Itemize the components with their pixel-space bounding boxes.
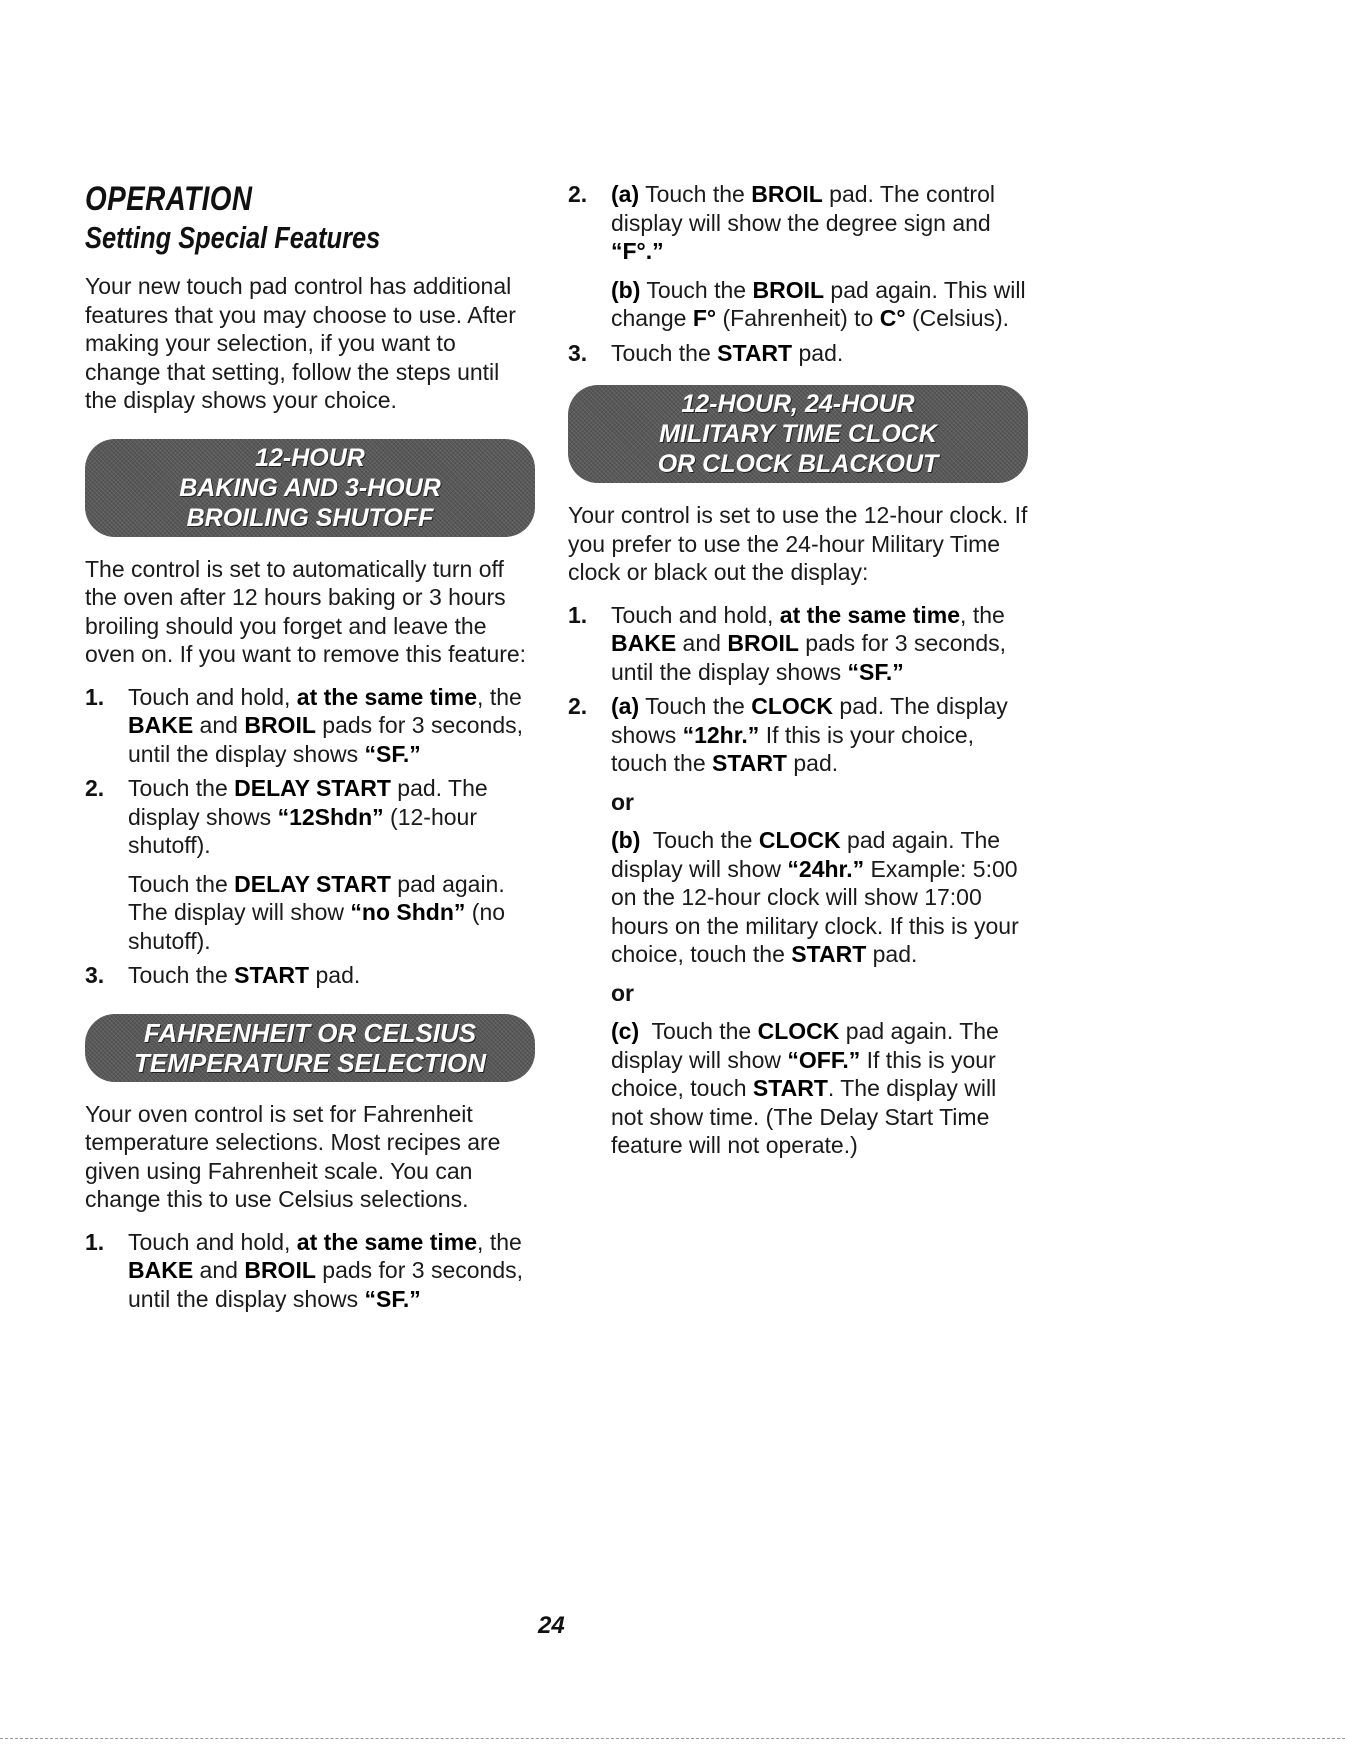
banner-line: OR CLOCK BLACKOUT (657, 450, 939, 478)
list-item (85, 961, 535, 990)
step-text: Touch and hold, at the same time, the BAKE and BROIL pads for 3 seconds, until the display shows “SF.” (128, 1228, 524, 1312)
page-number: 24 (538, 1612, 565, 1639)
temp-intro: Your oven control is set for Fahrenheit temperature selections. Most recipes are given using Fahrenheit scale. You can change this to use Celsius selections. (85, 1100, 501, 1212)
list-item (568, 180, 1028, 333)
bottom-divider (0, 1738, 1345, 1739)
step-number: 3. (568, 339, 588, 366)
step-text-b: (b) Touch the CLOCK pad again. The display will show “24hr.” Example: 5:00 on the 12-hour clock will show 17:00 hours on the military clock. If this is your choice, touch the START pad. (611, 827, 1019, 967)
step-text-extra: Touch the DELAY START pad again. The display will show “no Shdn” (no shutoff). (128, 870, 506, 954)
step-number: 2. (568, 693, 588, 719)
list-item (568, 692, 1028, 1160)
list-item (85, 774, 535, 955)
clock-steps (568, 601, 1028, 1160)
list-item (85, 1228, 535, 1314)
section-title: OPERATION (85, 180, 253, 218)
step-text: Touch the DELAY START pad. The display shows “12Shdn” (12-hour shutoff). (128, 775, 488, 858)
banner-line: MILITARY TIME CLOCK (659, 420, 937, 448)
step-text: (a) Touch the BROIL pad. The control display will show the degree sign and “F°.” (611, 181, 995, 264)
banner-line: 12-HOUR, 24-HOUR (681, 390, 915, 418)
banner-line: BROILING SHUTOFF (186, 503, 434, 532)
clock-intro: Your control is set to use the 12-hour clock. If you prefer to use the 24-hour Military Time clock or black out the display: (568, 502, 1028, 585)
banner-line: TEMPERATURE SELECTION (134, 1047, 486, 1078)
step-text: Touch the START pad. (128, 962, 361, 988)
step-text: Touch and hold, at the same time, the BAKE and BROIL pads for 3 seconds, until the display shows “SF.” (611, 601, 1007, 685)
banner-line: 12-HOUR (255, 443, 365, 472)
step-text-extra: (b) Touch the BROIL pad again. This will change F° (Fahrenheit) to C° (Celsius). (611, 276, 1026, 331)
or-label: or (611, 788, 634, 815)
banner-temperature (85, 1014, 535, 1082)
step-number: 1. (568, 601, 588, 628)
intro-paragraph: Your new touch pad control has additional features that you may choose to use. After making your selection, if you want to change that setting, follow the steps until the display shows your choice. (85, 273, 516, 413)
step-text: Touch the START pad. (611, 339, 844, 366)
shutoff-steps (85, 683, 535, 990)
list-item (568, 339, 1028, 368)
section-subtitle: Setting Special Features (85, 220, 381, 255)
right-column (568, 180, 1028, 1166)
list-item (85, 683, 535, 769)
banner-line: FAHRENHEIT OR CELSIUS (143, 1017, 477, 1048)
temp-steps-continued (568, 180, 1028, 367)
step-number: 3. (85, 962, 105, 988)
left-column (85, 180, 535, 1319)
banner-line: BAKING AND 3-HOUR (179, 473, 441, 502)
step-number: 1. (85, 1228, 105, 1255)
step-text: Touch and hold, at the same time, the BAKE and BROIL pads for 3 seconds, until the display shows “SF.” (128, 683, 524, 767)
step-text-a: (a) Touch the CLOCK pad. The display shows “12hr.” If this is your choice, touch the START pad. (611, 693, 1008, 776)
step-number: 2. (85, 775, 105, 801)
list-item (568, 601, 1028, 687)
step-number: 1. (85, 683, 105, 710)
banner-shutoff (85, 439, 535, 537)
temp-steps (85, 1228, 535, 1314)
banner-clock (568, 385, 1028, 483)
step-text-c: (c) Touch the CLOCK pad again. The display will show “OFF.” If this is your choice, touch START. The display will not show time. (The Delay Start Time feature will not operate.) (611, 1018, 999, 1158)
or-label: or (611, 979, 634, 1006)
step-number: 2. (568, 181, 588, 207)
shutoff-intro: The control is set to automatically turn off the oven after 12 hours baking or 3 hours broiling should you forget and leave the oven on. If you want to remove this feature: (85, 555, 527, 667)
